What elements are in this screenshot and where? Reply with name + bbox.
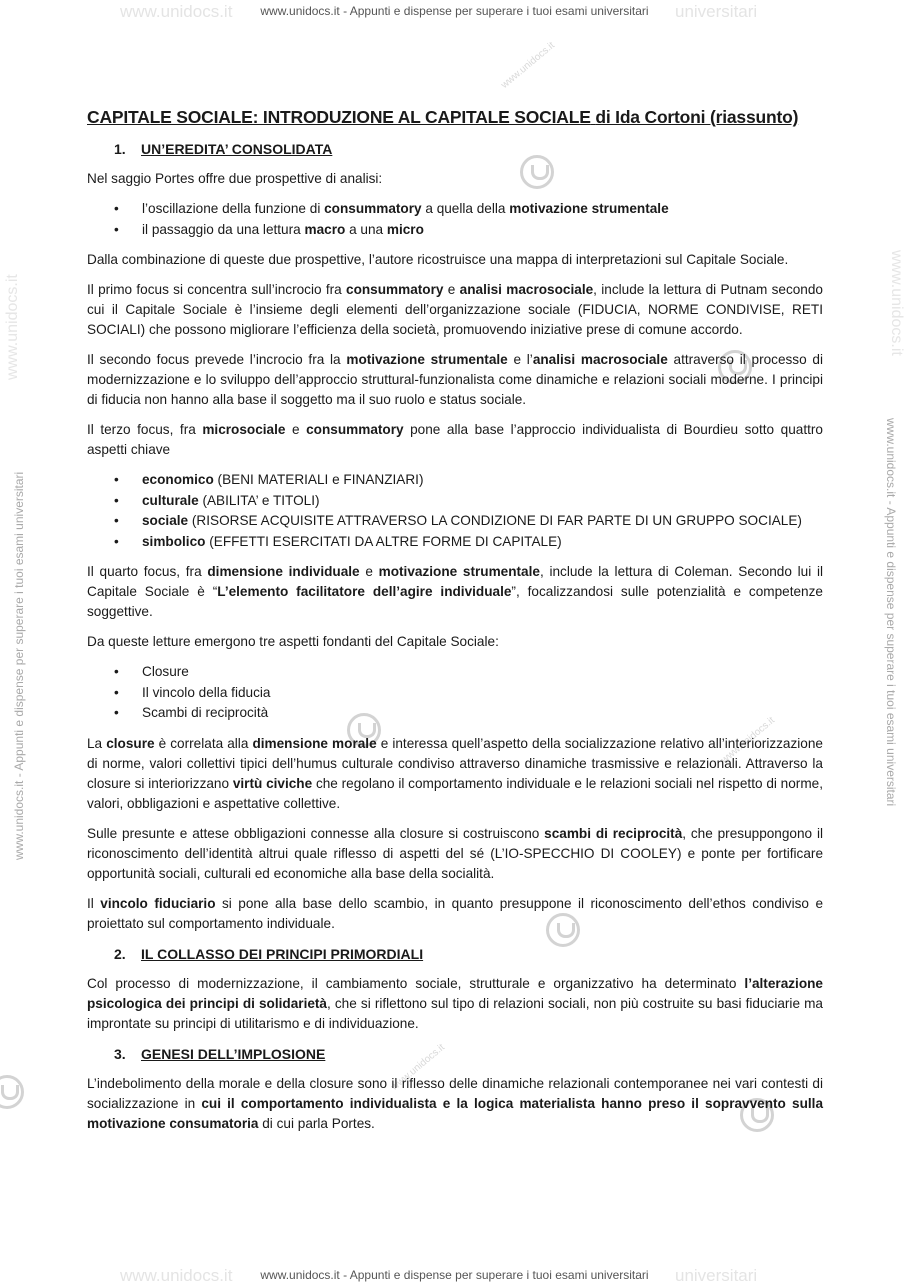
paragraph-mappa: Dalla combinazione di queste due prospettive, l’autore ricostruisce una mappa di interpretazioni sul Capitale Sociale. (87, 252, 789, 267)
bold-run: microsociale (202, 422, 286, 437)
paragraph-closure (87, 734, 823, 814)
bold-run: cui il comportamento individualista e la logica materialista hanno preso il sopravvento sulla motivazione consumatoria (87, 1095, 823, 1131)
text-run: , include la lettura di Putnam secondo cui il Capitale Sociale è l’insieme degli elementi dell’organizzazione sociale (FIDUCIA, NORME CONDIVISE, RETI SOCIALI) che possono migliorare l’efficienza della società, promuovendo iniziative prese di comune accordo. (87, 282, 823, 337)
text-run: che regolano il comportamento individuale e le relazioni sociali nel rispetto di norme, valori, obbligazioni e aspettative collettive. (87, 775, 823, 811)
section-heading-1 (114, 139, 823, 159)
text-run: si pone alla base dello scambio, in quanto presuppone il riconoscimento dell’ethos condiviso e proiettato sul comportamento individuale. (87, 895, 823, 931)
text-run: , include la lettura di Coleman. Secondo lui il Capitale Sociale è “ (87, 564, 823, 599)
watermark-ghost-right-bottom: universitari (675, 1266, 758, 1285)
text-run: , che si riflettono sul tipo di relazioni sociali, non più costruite su basi fiduciarie ma improntate su principi di utilitarismo e di individuazione. (87, 995, 823, 1031)
section-heading-2 (114, 944, 823, 964)
text-run: e (285, 422, 307, 437)
list-item (87, 491, 823, 512)
text-run: Il (87, 895, 101, 911)
paragraph-first-focus (87, 280, 823, 340)
bold-run: consummatory (346, 282, 444, 297)
bold-run: L’elemento facilitatore dell’agire individuale (217, 584, 512, 599)
paragraph-modernization (87, 974, 823, 1034)
bold-run: consummatory (324, 201, 422, 216)
text-run: (BENI MATERIALI e FINANZIARI) (213, 472, 424, 487)
bold-run: closure (106, 735, 155, 751)
section-number: 3. (114, 1045, 126, 1062)
watermark-side-ghost-left: www.unidocs.it (4, 274, 21, 380)
text-run: Il terzo focus, fra (87, 422, 203, 437)
text-run: Il primo focus si concentra sull’incrocio fra (87, 282, 347, 297)
list-item (87, 511, 823, 532)
text-run: è correlata alla (154, 735, 253, 751)
paragraph-intro: Nel saggio Portes offre due prospettive di analisi: (87, 171, 383, 186)
text-run: L’indebolimento della morale e della closure sono il riflesso delle dinamiche relazionali contemporanee nei vari contesti di socializzazione in (87, 1075, 823, 1111)
paragraph-fourth-focus (87, 562, 823, 622)
bold-run: dimensione morale (252, 735, 377, 751)
watermark-diagonal: www.unidocs.it (389, 1042, 447, 1093)
title-author: di Ida Cortoni (riassunto) (595, 107, 799, 127)
watermark-diagonal: www.unidocs.it (719, 715, 777, 766)
bold-run: motivazione strumentale (346, 352, 508, 367)
bourdieu-aspects-list (87, 470, 823, 552)
paragraph-reciprocity (87, 824, 823, 884)
document-title (87, 105, 823, 129)
bold-run: economico (142, 472, 214, 487)
bold-run: culturale (142, 492, 199, 508)
paragraph-third-focus (87, 420, 823, 460)
watermark-diagonal: www.unidocs.it (499, 40, 557, 91)
watermark-logo-icon (0, 1075, 24, 1109)
perspectives-list (87, 199, 823, 240)
list-item (87, 470, 823, 491)
list-item (87, 220, 823, 241)
watermark-side-ghost-right: www.unidocs.it (888, 250, 905, 356)
bold-run: macro (304, 221, 346, 237)
bold-run: simbolico (142, 533, 206, 549)
text-run: Il quarto focus, fra (87, 564, 208, 579)
text-run: , che presuppongono il riconoscimento dell’identità altrui quale riflesso di aspetti del sé (L’IO-SPECCHIO DI COOLEY) e ponte per fortificare opportunità sociali, culturali ed economiche alla base della socialità. (87, 825, 823, 881)
section-title: GENESI DELL’IMPLOSIONE (141, 1045, 326, 1062)
list-item: • Closure (87, 662, 823, 683)
bold-run: vincolo fiduciario (100, 895, 216, 911)
bold-run: motivazione strumentale (509, 201, 669, 216)
text-run: l’oscillazione della funzione di (142, 201, 325, 216)
list-item (87, 199, 823, 220)
bold-run: analisi macrosociale (459, 282, 594, 297)
paragraph-aspetti: Da queste letture emergono tre aspetti fondanti del Capitale Sociale: (87, 634, 499, 649)
section-title: UN’EREDITA’ CONSOLIDATA (141, 141, 333, 157)
paragraph-second-focus (87, 350, 823, 410)
text-run: e (359, 564, 379, 579)
text-run: a quella della (421, 201, 510, 216)
bold-run: virtù civiche (232, 775, 313, 791)
list-item (87, 532, 823, 553)
text-run: ”, focalizzandosi sulle potenzialità e competenze soggettive. (87, 584, 823, 619)
watermark-ghost-left-bottom: www.unidocs.it (120, 1266, 233, 1285)
text-run: pone alla base l’approccio individualista di Bourdieu sotto quattro aspetti chiave (87, 422, 823, 457)
bold-run: analisi macrosociale (532, 352, 668, 367)
section-heading-3 (114, 1044, 823, 1064)
title-main: CAPITALE SOCIALE: INTRODUZIONE AL CAPITALE SOCIALE (87, 107, 591, 127)
text-run: e (443, 282, 460, 297)
text-run: Col processo di modernizzazione, il cambiamento sociale, strutturale e organizzativo ha determinato (87, 975, 745, 991)
text-run: (EFFETTI ESERCITATI DA ALTRE FORME DI CAPITALE) (205, 533, 562, 549)
section-title: IL COLLASSO DEI PRINCIPI PRIMORDIALI (141, 945, 424, 962)
text-run: di cui parla Portes. (258, 1115, 375, 1131)
text-run: a una (345, 221, 387, 237)
watermark-ghost-left-top: www.unidocs.it (120, 2, 233, 21)
watermark-side-right: www.unidocs.it - Appunti e dispense per superare i tuoi esami universitari (884, 418, 898, 807)
bold-run: micro (386, 221, 424, 237)
bold-run: dimensione individuale (207, 564, 360, 579)
fundamental-aspects-list (87, 662, 823, 724)
paragraph-implosion (87, 1074, 823, 1134)
section-number: 1. (114, 141, 126, 157)
bold-run: motivazione strumentale (378, 564, 540, 579)
text-run: (RISORSE ACQUISITE ATTRAVERSO LA CONDIZIONE DI FAR PARTE DI UN GRUPPO SOCIALE) (188, 513, 802, 528)
text-run: La (87, 735, 107, 751)
text-run: e interessa quell’aspetto della socializzazione relativo all’interiorizzazione di norme, valori collettivi tipici dell’humus culturale condiviso attraverso dinamiche trasmissive e relazionali. Attraverso la closure si interiorizzano (87, 735, 823, 791)
text-run: (ABILITA’ e TITOLI) (198, 492, 320, 508)
watermark-banner-bottom: www.unidocs.it - Appunti e dispense per superare i tuoi esami universitari (260, 1268, 649, 1282)
text-run: attraverso il processo di modernizzazione e lo sviluppo dell’approccio struttural-funzionalista come dinamiche e relazioni sociali moderne. I principi di fiducia non hanno alla base il soggetto ma il suo ruolo e status sociale. (87, 352, 823, 407)
bold-run: scambi di reciprocità (544, 825, 683, 841)
text-run: e l’ (507, 352, 533, 367)
bold-run: consummatory (306, 422, 404, 437)
watermark-banner-top: www.unidocs.it - Appunti e dispense per superare i tuoi esami universitari (260, 4, 649, 18)
watermark-side-left: www.unidocs.it - Appunti e dispense per superare i tuoi esami universitari (12, 471, 26, 860)
list-item: • Il vincolo della fiducia (87, 683, 823, 704)
paragraph-trust (87, 894, 823, 934)
watermark-ghost-right-top: universitari (675, 2, 758, 21)
text-run: Il secondo focus prevede l’incrocio fra la (87, 352, 347, 367)
document-body (87, 105, 823, 1144)
list-item: • Scambi di reciprocità (87, 703, 823, 724)
text-run: il passaggio da una lettura (142, 221, 305, 237)
bold-run: l’alterazione psicologica dei principi di solidarietà (87, 975, 823, 1011)
text-run: Sulle presunte e attese obbligazioni connesse alla closure si costruiscono (87, 825, 545, 841)
bold-run: sociale (142, 513, 189, 528)
section-number: 2. (114, 945, 126, 962)
